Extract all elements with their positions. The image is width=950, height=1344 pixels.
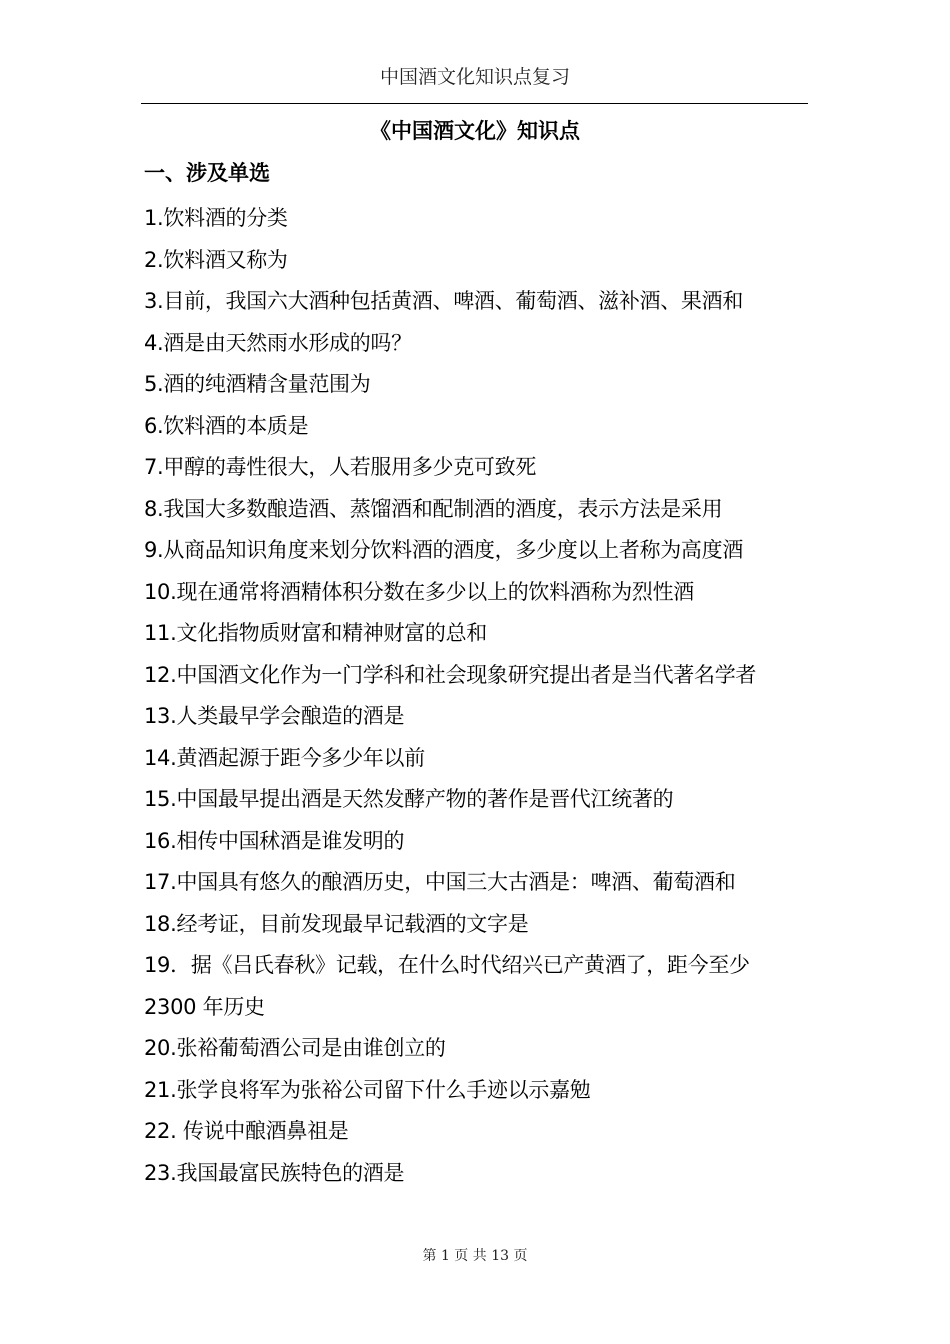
question-line: 11.文化指物质财富和精神财富的总和 (144, 621, 487, 645)
question-line: 16.相传中国秫酒是谁发明的 (144, 828, 405, 853)
question-line: 12.中国酒文化作为一门学科和社会现象研究提出者是当代著名学者 (144, 662, 757, 687)
question-line-continuation: 2300 年历史 (144, 994, 265, 1019)
question-line: 3.目前，我国六大酒种包括黄酒、啤酒、葡萄酒、滋补酒、果酒和 (144, 289, 744, 313)
question-line: 4.酒是由天然雨水形成的吗？ (144, 330, 412, 355)
question-line: 23.我国最富民族特色的酒是 (144, 1160, 405, 1185)
question-line: 8.我国大多数酿造酒、蒸馏酒和配制酒的酒度，表示方法是采用 (144, 496, 723, 521)
question-line: 21.张学良将军为张裕公司留下什么手迹以示嘉勉 (144, 1077, 591, 1102)
question-line: 18.经考证，目前发现最早记载酒的文字是 (144, 911, 529, 936)
question-line: 7.甲醇的毒性很大，人若服用多少克可致死 (144, 455, 537, 479)
question-line: 5.酒的纯酒精含量范围为 (144, 372, 371, 396)
question-line: 1.饮料酒的分类 (144, 206, 288, 230)
question-line: 13.人类最早学会酿造的酒是 (144, 704, 405, 728)
question-line: 10.现在通常将酒精体积分数在多少以上的饮料酒称为烈性酒 (144, 579, 694, 604)
question-line: 19．据《吕氏春秋》记载，在什么时代绍兴已产黄酒了，距今至少 (144, 953, 750, 977)
question-line: 2.饮料酒又称为 (144, 247, 288, 272)
section-heading: 一、涉及单选 (144, 161, 270, 185)
question-line: 22. 传说中酿酒鼻祖是 (144, 1119, 349, 1143)
question-line: 14.黄酒起源于距今多少年以前 (144, 745, 425, 770)
question-line: 9.从商品知识角度来划分饮料酒的酒度，多少度以上者称为高度酒 (144, 538, 744, 562)
question-line: 15.中国最早提出酒是天然发酵产物的著作是晋代江统著的 (144, 787, 674, 811)
question-line: 17.中国具有悠久的酿酒历史，中国三大古酒是：啤酒、葡萄酒和 (144, 870, 736, 894)
document-title: 《中国酒文化》知识点 (370, 119, 580, 143)
question-list (144, 198, 814, 1194)
header-divider (141, 103, 808, 104)
question-line: 6.饮料酒的本质是 (144, 413, 309, 438)
page-header-title: 中国酒文化知识点复习 (379, 66, 570, 88)
question-line: 20.张裕葡萄酒公司是由谁创立的 (144, 1036, 446, 1060)
page-number-footer: 第 1 页 共 13 页 (422, 1248, 528, 1264)
